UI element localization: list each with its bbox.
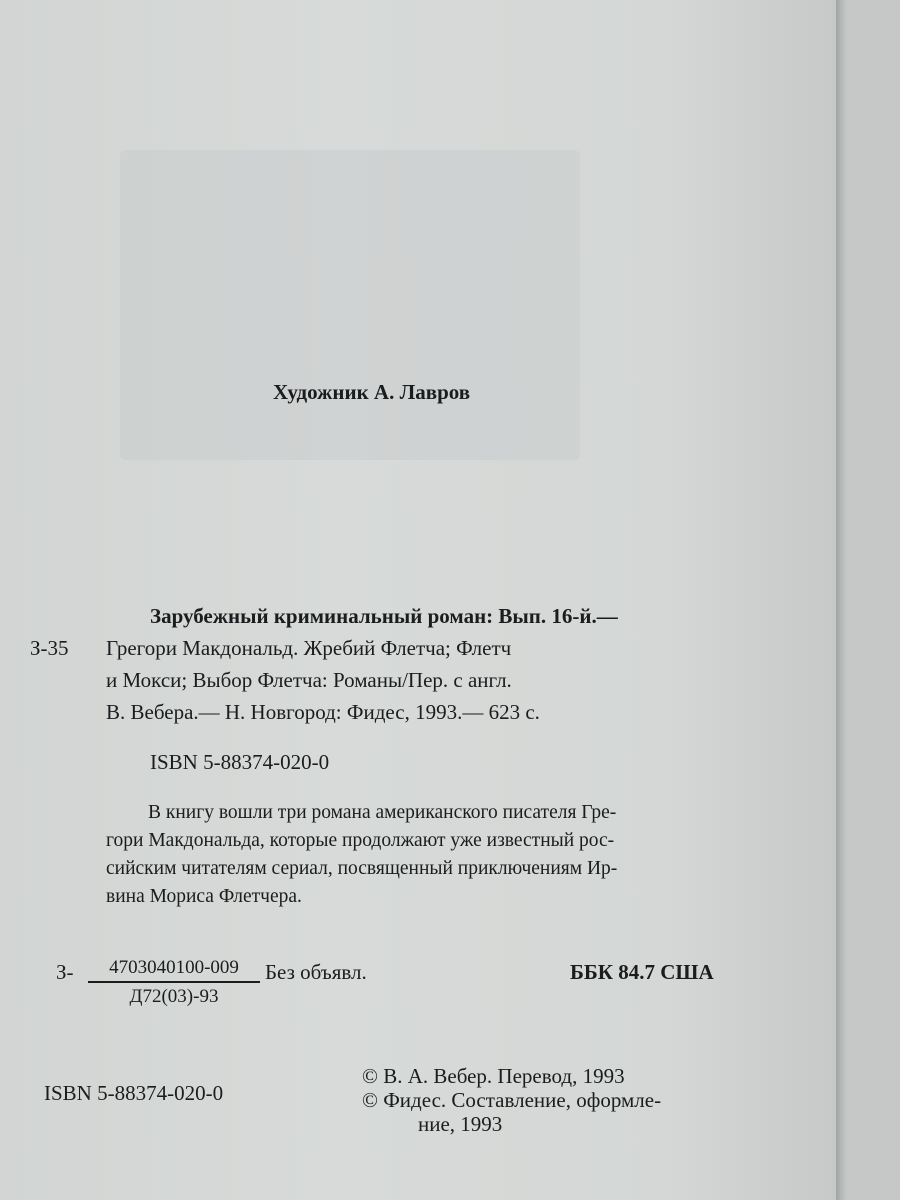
copyright-publisher-line-2: ние, 1993 <box>418 1112 503 1136</box>
book-gutter <box>836 0 846 1200</box>
catalog-line-4: В. Вебера.— Н. Новгород: Фидес, 1993.— 623 с. <box>106 700 540 724</box>
bleed-through-illustration <box>120 150 580 460</box>
classification-prefix: З- <box>56 960 74 984</box>
catalog-isbn: ISBN 5-88374-020-0 <box>150 750 330 774</box>
classification-numerator: 4703040100-009 <box>88 958 260 983</box>
annotation-line-3: сийским читателям сериал, посвященный приключениям Ир- <box>106 858 618 879</box>
catalog-code: З-35 <box>30 636 69 660</box>
annotation-line-1: В книгу вошли три романа американского писателя Гре- <box>148 802 617 823</box>
artist-credit: Художник А. Лавров <box>273 380 471 404</box>
classification-denominator: Д72(03)-93 <box>129 986 219 1007</box>
catalog-line-2: Грегори Макдональд. Жребий Флетча; Флетч <box>106 636 512 660</box>
footer-isbn: ISBN 5-88374-020-0 <box>44 1081 224 1105</box>
catalog-title-line: Зарубежный криминальный роман: Вып. 16-й.— <box>150 604 618 628</box>
copyright-translation: © В. А. Вебер. Перевод, 1993 <box>362 1064 625 1088</box>
catalog-line-3: и Мокси; Выбор Флетча: Романы/Пер. с англ. <box>106 668 512 692</box>
no-ads-label: Без объявл. <box>265 960 367 984</box>
bbk-code: ББК 84.7 США <box>570 960 714 984</box>
adjacent-page-edge <box>846 0 900 1200</box>
classification-fraction <box>88 958 260 1006</box>
annotation-line-2: гори Макдональда, которые продолжают уже известный рос- <box>106 830 615 851</box>
annotation-line-4: вина Мориса Флетчера. <box>106 886 302 907</box>
copyright-publisher-line-1: © Фидес. Составление, оформле- <box>362 1088 662 1112</box>
